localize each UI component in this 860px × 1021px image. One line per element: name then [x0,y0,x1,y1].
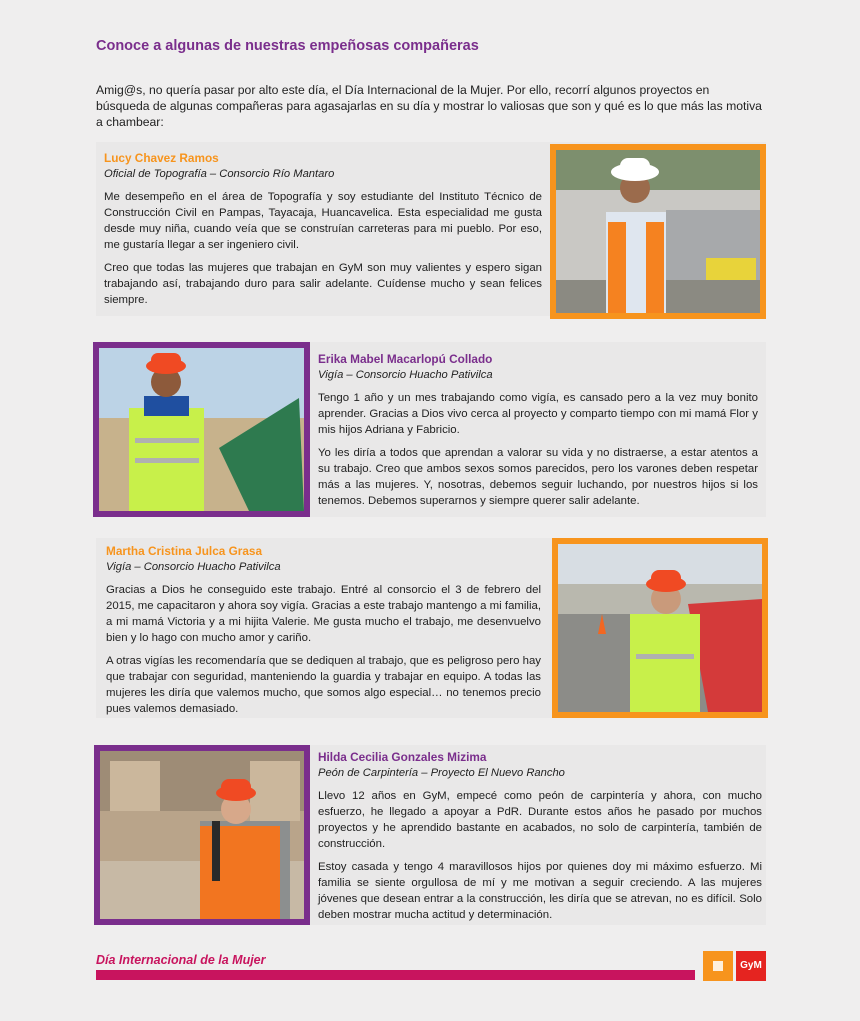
profile-paragraph: Creo que todas las mujeres que trabajan en GyM son muy valientes y espero sigan trabajando así, trabajando duro para salir adelante. Cuídense mucho y sean felices siempre. [104,262,542,306]
profile-photo-erika [93,342,310,517]
profile-name: Erika Mabel Macarlopú Collado [318,352,493,366]
profile-paragraph: Estoy casada y tengo 4 maravillosos hijos por quienes doy mi máximo esfuerzo. Mi familia se siente orgullosa de mí y me motivan a seguir creciendo. A las mujeres jóvenes que desean entrar a la construcción, les diría que se atrevan, no es difícil. Solo deben mostrar mucha actitud y determinación. [318,861,762,921]
profile-role: Oficial de Topografía – Consorcio Río Mantaro [104,168,335,180]
profile-photo-lucy [550,144,766,319]
profile-paragraph: A otras vigías les recomendaría que se dediquen al trabajo, que es peligroso pero hay que trabajar con seguridad, manteniendo la guardia y trabajar en equipo. A todas las mujeres les diría que valemos mucho, que somos algo especial… no tenemos precio pues valemos demasiado. [106,655,541,715]
profile-paragraph: Yo les diría a todos que aprendan a valorar su vida y no distraerse, a estar atentos a su trabajo. Creo que ambos sexos somos parecidos, pero los varones deben respetar más a las mujeres. Y, nosotras, debemos seguir luchando, por nuestros hijos si los tenemos. Debemos superarnos y siempre querer salir adelante. [318,447,758,507]
photo-worker-vigia-flag [99,348,304,511]
profile-paragraph: Tengo 1 año y un mes trabajando como vigía, es cansado pero a la vez muy bonito aprender. Gracias a Dios vivo cerca al proyecto y comparto tiempo con mi mamá Flor y mis hijos Adriana y Fabricio. [318,392,758,436]
photo-worker-carpentry [100,751,304,919]
profile-photo-hilda [94,745,310,925]
intro-paragraph: Amig@s, no quería pasar por alto este día, el Día Internacional de la Mujer. Por ello, recorrí algunos proyectos en búsqueda de algunas compañeras para agasajarlas en su día y mostrar lo valiosas que son y qué es lo que más las motiva a chambear: [96,83,762,129]
photo-worker-vigia-road [558,544,762,712]
profile-paragraph: Me desempeño en el área de Topografía y soy estudiante del Instituto Técnico de Construcción Civil en Pampas, Tayacaja, Huancavelica. Esta especialidad me gusta desde muy niña, cuando veía que se construían carreteras para mi pueblo. Por eso, me gustaría llegar a ser ingeniero civil. [104,191,542,251]
profile-role: Peón de Carpintería – Proyecto El Nuevo Rancho [318,767,565,779]
profile-paragraph: Gracias a Dios he conseguido este trabajo. Entré al consorcio el 3 de febrero del 2015, me capacitaron y ahora soy vigía. Gracias a este trabajo mantengo a mi familia, a mi mamá Victoria y a mi hijita Valerie. Me gusta mucho el trabajo, me desenvuelvo bien y lo hago con mucho amor y cariño. [106,584,541,644]
footer-bar [96,970,695,980]
profile-photo-martha [552,538,768,718]
gym-logo: GyM [736,951,766,981]
profile-paragraph: Llevo 12 años en GyM, empecé como peón de carpintería y ahora, con mucho esfuerzo, he llegado a apoyar a PdR. Durante estos años he pasado por muchos proyectos y he aprendido bastante en acabados, no solo de carpintería, también de construcción. [318,790,762,850]
profile-name: Hilda Cecilia Gonzales Mizima [318,750,487,764]
photo-worker-topography [556,150,760,313]
logo-square-icon [703,951,733,981]
profile-name: Martha Cristina Julca Grasa [106,544,263,558]
profile-role: Vigía – Consorcio Huacho Pativilca [106,561,281,573]
page-title: Conoce a algunas de nuestras empeñosas compañeras [96,38,479,54]
profile-role: Vigía – Consorcio Huacho Pativilca [318,369,493,381]
profile-name: Lucy Chavez Ramos [104,151,219,165]
footer-label: Día Internacional de la Mujer [96,953,266,967]
